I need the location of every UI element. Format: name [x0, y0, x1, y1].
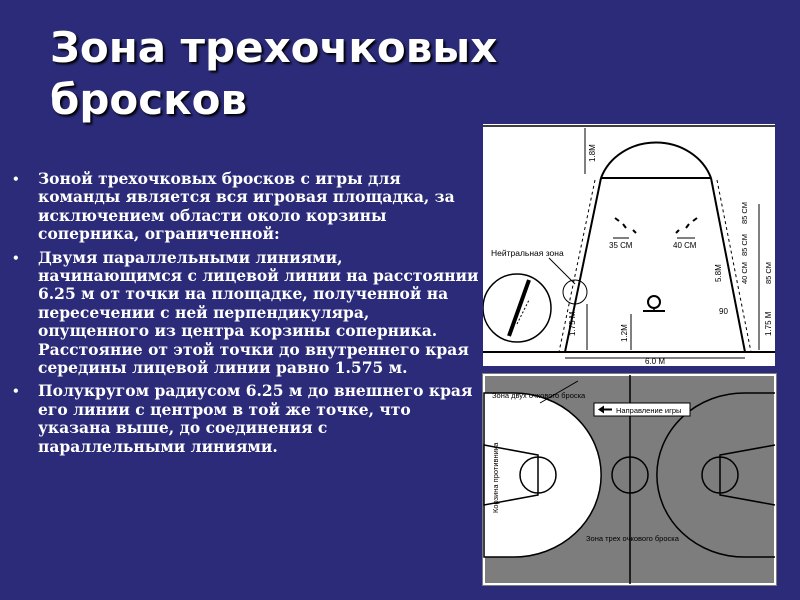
key-area-diagram: [483, 124, 775, 366]
dim-175-right-label: 1.75 М: [764, 311, 773, 336]
court-svg: [482, 373, 777, 586]
slide-title: Зона трехочковых бросков: [50, 23, 498, 124]
zone-two-label: Зона двух очкового броска: [492, 391, 586, 400]
dim-85c-label: 85 СМ: [764, 261, 773, 284]
dim-58-label: 5.8М: [714, 264, 723, 282]
bullet-item: [10, 382, 480, 456]
dim-40b-label: 40 СМ: [740, 261, 749, 284]
bullet-list: [10, 170, 480, 461]
right-three-point-arc: [657, 393, 775, 557]
basket-icon: [648, 296, 660, 308]
bullet-item: [10, 170, 480, 244]
neutral-zone-pointer: [549, 258, 575, 284]
free-throw-arc: [601, 143, 711, 178]
dim-175-left-label: 1.75 М: [568, 311, 577, 336]
bullet-text: Двумя параллельными линиями, начинающимся с лицевой линии на расстоянии 6.25 м от точки на площадке, полученной на пересечении с ней перпендикуляра, опущенного из центра корзины соперника. Расстояние от этой точки до внутреннего края середины лицевой линии равно 1.575 м.: [38, 247, 479, 378]
bullet-dot-icon: •: [12, 172, 20, 186]
position-marks: [615, 218, 697, 233]
dim-85a-label: 85 СМ: [740, 201, 749, 224]
dim-35-label: 35 СМ: [609, 241, 633, 250]
court-diagram: [482, 373, 777, 586]
neutral-zone-label: Нейтральная зона: [491, 248, 564, 258]
basket-label: Корзина противника: [491, 442, 500, 513]
bullet-dot-icon: •: [12, 384, 20, 399]
direction-label: Направление игры: [616, 406, 682, 415]
key-area-svg: [483, 124, 775, 366]
dim-18-label: 1.8М: [588, 144, 597, 162]
dim-40-label: 40 СМ: [673, 241, 697, 250]
bullet-text: Зоной трехочковых бросков с игры для команды является вся игровая площадка, за исключением области около корзины соперника, ограниченной:: [38, 169, 455, 244]
three-zone-label: Зона трех очкового броска: [586, 534, 679, 543]
dim-12-label: 1.2М: [620, 324, 629, 342]
dim-85b-label: 85 СМ: [740, 233, 749, 256]
bullet-text: Полукругом радиусом 6.25 м до внешнего края его линии с центром в той же точке, что указана выше, до соединения с параллельными линиями.: [38, 381, 473, 456]
bullet-dot-icon: •: [12, 250, 20, 265]
dim-60-label: 6.0 М: [645, 357, 666, 366]
lane-left-dashed: [559, 180, 595, 352]
bullet-item: [10, 249, 480, 378]
dim-90-label: 90: [719, 307, 728, 316]
detail-line: [509, 280, 529, 336]
right-key: [720, 445, 775, 505]
